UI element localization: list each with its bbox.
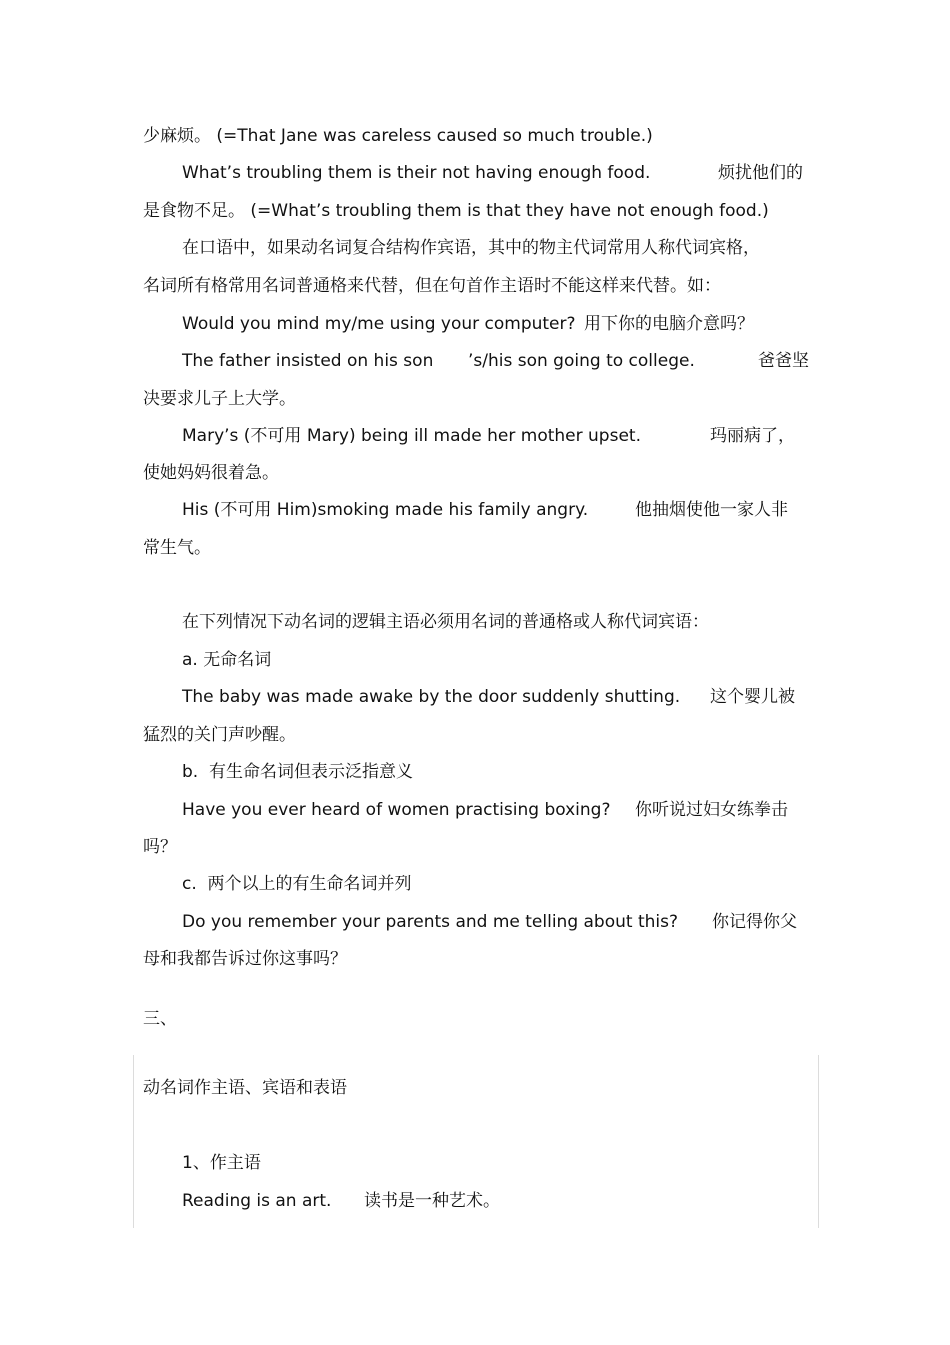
text-line: 常生气。 bbox=[143, 538, 211, 558]
text-line: 名词所有格常用名词普通格来代替，但在句首作主语时不能这样来代替。如： bbox=[143, 276, 721, 296]
text-line: 少麻烦。 (=That Jane was careless caused so much trouble.) bbox=[143, 126, 653, 146]
text-line: 你听说过妇女练拳击 bbox=[635, 800, 788, 820]
text-line: The baby was made awake by the door suddenly shutting. bbox=[182, 687, 681, 707]
text-line: 决要求儿子上大学。 bbox=[143, 389, 296, 409]
text-line: The father insisted on his son bbox=[182, 351, 434, 371]
text-line: 吗？ bbox=[143, 837, 177, 857]
text-line: Would you mind my/me using your computer? bbox=[182, 314, 576, 334]
text-line: What’s troubling them is their not having enough food. bbox=[182, 163, 651, 183]
subsection-heading: 1、作主语 bbox=[182, 1153, 261, 1173]
text-line: 用下你的电脑介意吗？ bbox=[584, 314, 754, 334]
text-line: 使她妈妈很着急。 bbox=[143, 463, 279, 483]
text-line: 烦扰他们的 bbox=[718, 163, 803, 183]
text-line: 爸爸坚 bbox=[758, 351, 809, 371]
section-number: 三、 bbox=[143, 1009, 177, 1029]
text-line: 玛丽病了， bbox=[710, 426, 795, 446]
text-line: 在下列情况下动名词的逻辑主语必须用名词的普通格或人称代词宾语： bbox=[182, 612, 709, 632]
text-line: His (不可用 Him)smoking made his family angry. bbox=[182, 500, 589, 520]
text-line: 是食物不足。 (=What’s troubling them is that they have not enough food.) bbox=[143, 201, 769, 221]
text-line: ’s/his son going to college. bbox=[468, 351, 695, 371]
text-line: Do you remember your parents and me telling about this? bbox=[182, 912, 679, 932]
text-line: 你记得你父 bbox=[712, 912, 797, 932]
text-line: 读书是一种艺术。 bbox=[364, 1191, 500, 1211]
text-line: Reading is an art. bbox=[182, 1191, 332, 1211]
text-line: a. 无命名词 bbox=[182, 650, 272, 670]
text-line: Have you ever heard of women practising boxing? bbox=[182, 800, 611, 820]
text-line: 母和我都告诉过你这事吗？ bbox=[143, 949, 347, 969]
text-line: 这个婴儿被 bbox=[710, 687, 795, 707]
text-line: Mary’s (不可用 Mary) being ill made her mother upset. bbox=[182, 426, 641, 446]
text-line: 在口语中，如果动名词复合结构作宾语，其中的物主代词常用人称代词宾格， bbox=[182, 238, 760, 258]
text-line: 猛烈的关门声吵醒。 bbox=[143, 725, 296, 745]
text-line: b. 有生命名词但表示泛指意义 bbox=[182, 762, 414, 782]
text-line: c. 两个以上的有生命名词并列 bbox=[182, 874, 412, 894]
text-line: 他抽烟使他一家人非 bbox=[635, 500, 788, 520]
section-heading: 动名词作主语、宾语和表语 bbox=[143, 1078, 347, 1098]
